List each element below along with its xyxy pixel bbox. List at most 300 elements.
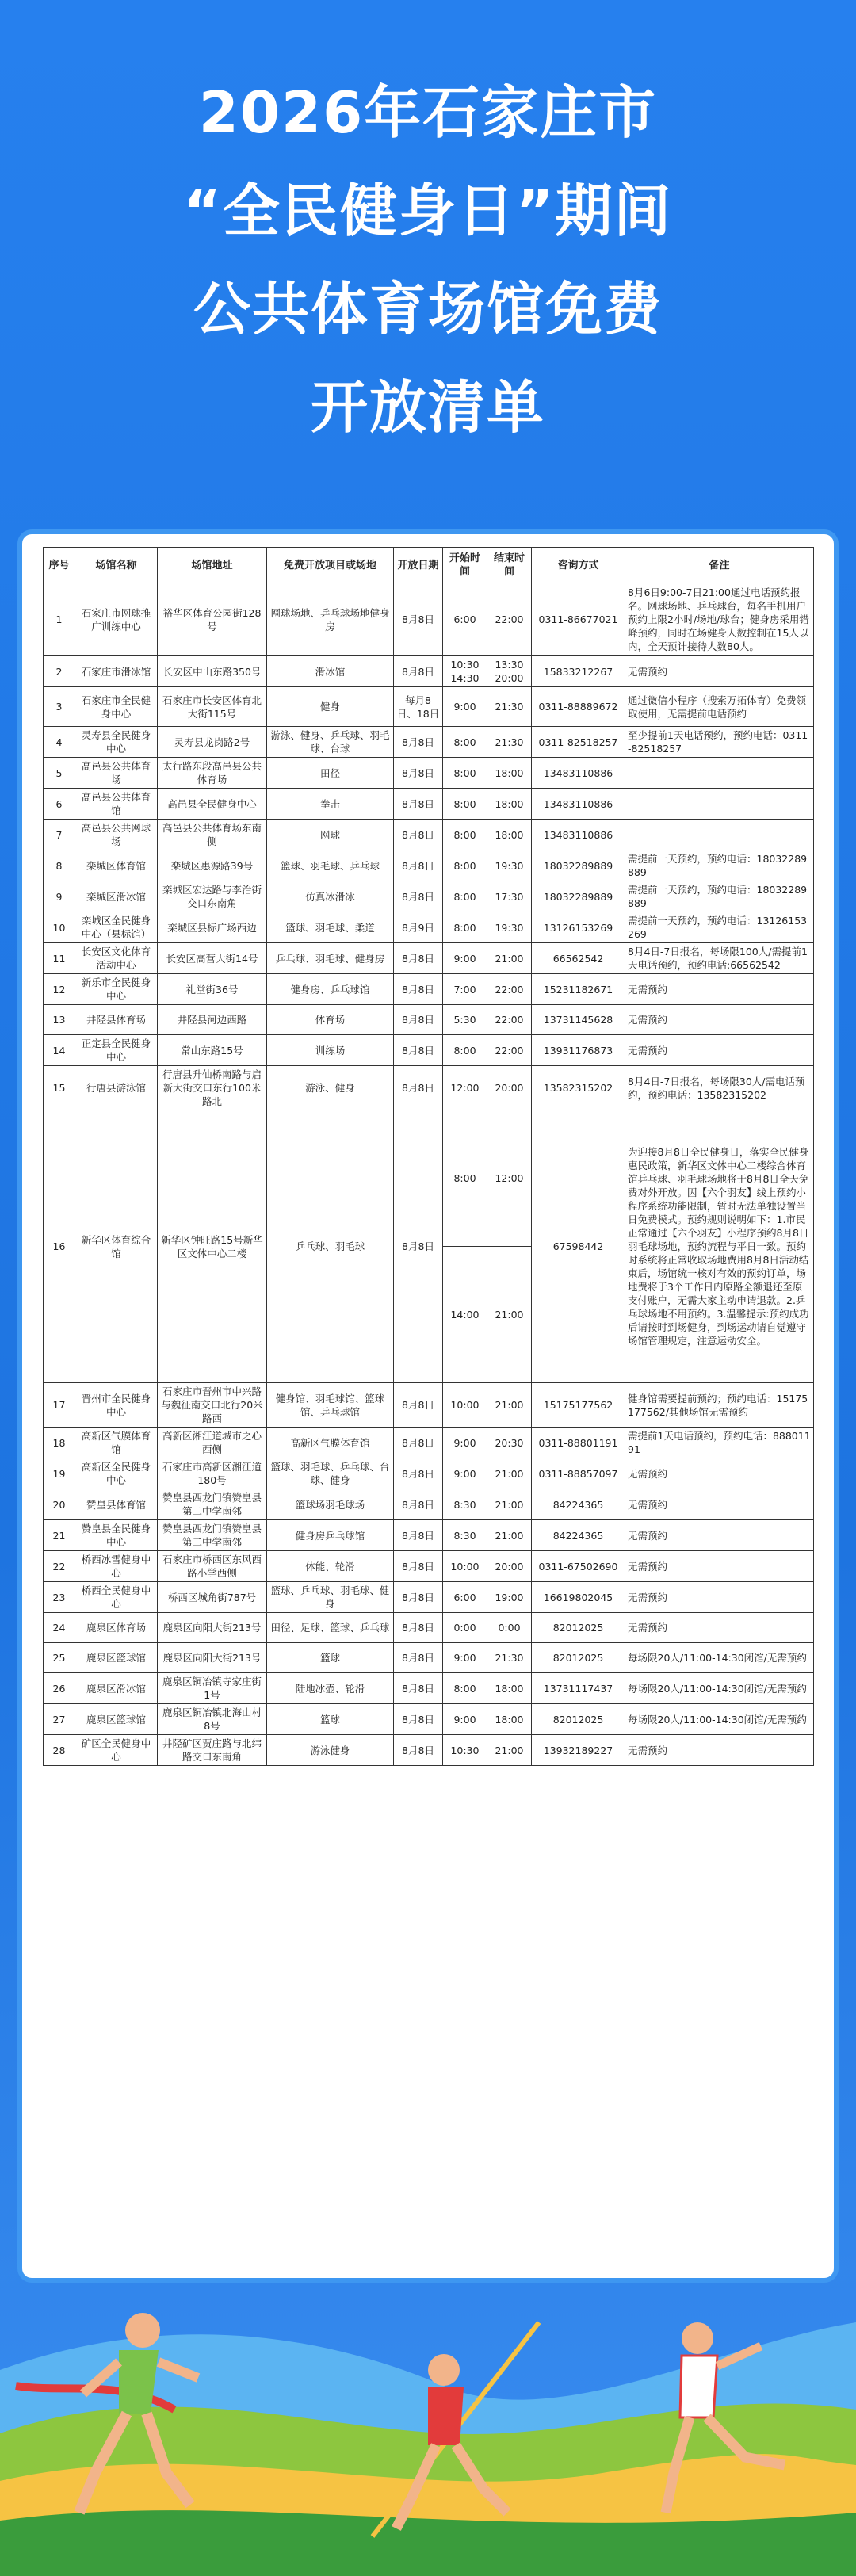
table-cell: 7 [44, 820, 75, 850]
table-row [44, 1110, 814, 1247]
table-row [44, 1704, 814, 1735]
table-cell: 需提前一天预约，预约电话：13126153269 [625, 912, 814, 943]
table-cell: 新华区体育综合馆 [75, 1110, 158, 1383]
table-cell: 8月8日 [394, 1673, 443, 1704]
table-cell: 每场限20人/11:00-14:30闭馆/无需预约 [625, 1673, 814, 1704]
table-cell: 21:30 [487, 727, 532, 758]
table-cell: 3 [44, 687, 75, 727]
table-cell: 10:30 14:30 [443, 656, 487, 687]
table-cell: 井陉县体育场 [75, 1005, 158, 1035]
table-cell: 6 [44, 789, 75, 820]
table-cell: 高新区气膜体育馆 [75, 1428, 158, 1458]
table-cell: 9:00 [443, 1428, 487, 1458]
table-cell: 15833212267 [532, 656, 625, 687]
table-cell: 13932189227 [532, 1735, 625, 1766]
table-cell: 篮球、羽毛球、乒乓球 [267, 850, 394, 881]
table-cell: 11 [44, 943, 75, 974]
table-cell: 每月8日、18日 [394, 687, 443, 727]
table-cell: 至少提前1天电话预约，预约电话：0311-82518257 [625, 727, 814, 758]
table-cell: 赞皇县全民健身中心 [75, 1520, 158, 1551]
table-cell: 鹿泉区体育场 [75, 1613, 158, 1643]
table-cell: 19:00 [487, 1582, 532, 1613]
table-cell: 网球场地、乒乓球场地健身房 [267, 583, 394, 656]
table-cell: 正定县全民健身中心 [75, 1035, 158, 1066]
table-cell: 21:00 [487, 943, 532, 974]
table-cell: 10 [44, 912, 75, 943]
column-header: 备注 [625, 548, 814, 583]
table-cell: 18:00 [487, 1704, 532, 1735]
table-row [44, 583, 814, 656]
table-cell: 18:00 [487, 789, 532, 820]
table-row [44, 974, 814, 1005]
table-cell: 栾城区体育馆 [75, 850, 158, 881]
table-cell [625, 820, 814, 850]
table-cell: 16619802045 [532, 1582, 625, 1613]
table-cell: 14:00 [443, 1247, 487, 1383]
table-cell: 新乐市全民健身中心 [75, 974, 158, 1005]
table-header-row [44, 548, 814, 583]
table-cell: 8月8日 [394, 1458, 443, 1489]
table-cell: 8:00 [443, 912, 487, 943]
hero-title-line: 公共体育场馆免费 [193, 276, 663, 342]
table-cell: 9 [44, 881, 75, 912]
table-row [44, 727, 814, 758]
hero-title-line: 2026年石家庄市 [198, 79, 658, 146]
table-cell: 高新区湘江道城市之心西侧 [158, 1428, 267, 1458]
table-cell: 6:00 [443, 1582, 487, 1613]
table-cell: 22:00 [487, 1005, 532, 1035]
column-header: 场馆地址 [158, 548, 267, 583]
table-cell: 栾城区惠源路39号 [158, 850, 267, 881]
table-cell: 8月8日 [394, 881, 443, 912]
table-cell: 8月8日 [394, 1520, 443, 1551]
table-cell: 每场限20人/11:00-14:30闭馆/无需预约 [625, 1704, 814, 1735]
table-cell: 8月8日 [394, 1066, 443, 1110]
table-cell: 无需预约 [625, 974, 814, 1005]
table-cell: 22:00 [487, 974, 532, 1005]
table-cell: 1 [44, 583, 75, 656]
table-cell: 18:00 [487, 1673, 532, 1704]
table-cell: 为迎接8月8日全民健身日，落实全民健身惠民政策，新华区文体中心二楼综合体育馆乒乓球、羽毛球场地将于8月8日全天免费对外开放。因【六个羽友】线上预约小程序系统功能限制，暂时无法单独设置当日免费模式。预约规则说明如下：1.市民正常通过【六个羽友】小程序预约8月8日羽毛球场地，预约流程与平日一致。预约时系统将正常收取场地费用8月8日活动结束后，场馆统一核对有效的预约订单，场地费将于3个工作日内原路全额退还至原支付账户，无需大家主动申请退款。2.乒乓球场地不用预约。3.温馨提示:预约成功后请按时到场健身，到场运动请自觉遵守场馆管理规定，注意运动安全。 [625, 1110, 814, 1383]
sports-illustration [0, 2275, 856, 2576]
table-row [44, 881, 814, 912]
table-cell: 82012025 [532, 1704, 625, 1735]
table-cell: 无需预约 [625, 1582, 814, 1613]
table-cell: 鹿泉区向阳大街213号 [158, 1613, 267, 1643]
table-cell: 8月8日 [394, 1735, 443, 1766]
column-header: 结束时间 [487, 548, 532, 583]
table-cell: 常山东路15号 [158, 1035, 267, 1066]
table-cell [625, 789, 814, 820]
table-cell: 2 [44, 656, 75, 687]
table-cell: 8月9日 [394, 912, 443, 943]
table-cell: 需提前1天电话预约，预约电话：88801191 [625, 1428, 814, 1458]
table-cell: 8月8日 [394, 1551, 443, 1582]
table-cell: 体能、轮滑 [267, 1551, 394, 1582]
table-cell: 游泳、健身 [267, 1066, 394, 1110]
table-cell: 67598442 [532, 1110, 625, 1383]
table-cell: 鹿泉区滑冰馆 [75, 1673, 158, 1704]
table-cell: 井陉县河边西路 [158, 1005, 267, 1035]
table-cell: 晋州市全民健身中心 [75, 1383, 158, 1428]
table-cell: 21:00 [487, 1458, 532, 1489]
table-cell: 赞皇县西龙门镇赞皇县第二中学南邻 [158, 1489, 267, 1520]
table-cell: 健身 [267, 687, 394, 727]
table-cell: 20 [44, 1489, 75, 1520]
table-cell: 石家庄市晋州市中兴路与魏征南交口北行20米路西 [158, 1383, 267, 1428]
table-cell: 8:00 [443, 1110, 487, 1247]
hero-title-line: 开放清单 [310, 374, 545, 441]
table-row [44, 1643, 814, 1673]
table-cell [625, 758, 814, 789]
table-cell: 21:00 [487, 1247, 532, 1383]
table-cell: 22:00 [487, 1035, 532, 1066]
table-cell: 高邑县公共体育场 [75, 758, 158, 789]
table-cell: 无需预约 [625, 1035, 814, 1066]
table-cell: 田径、足球、篮球、乒乓球 [267, 1613, 394, 1643]
table-cell: 石家庄市长安区体育北大街115号 [158, 687, 267, 727]
table-row [44, 1035, 814, 1066]
table-cell: 石家庄市网球推广训练中心 [75, 583, 158, 656]
table-cell: 13483110886 [532, 820, 625, 850]
table-cell: 桥西全民健身中心 [75, 1582, 158, 1613]
sports-illustration-svg [0, 2275, 856, 2576]
table-cell: 21 [44, 1520, 75, 1551]
table-cell: 15175177562 [532, 1383, 625, 1428]
table-cell: 24 [44, 1613, 75, 1643]
table-cell: 游泳健身 [267, 1735, 394, 1766]
table-cell: 灵寿县龙岗路2号 [158, 727, 267, 758]
table-cell: 鹿泉区向阳大街213号 [158, 1643, 267, 1673]
table-cell: 8月8日 [394, 758, 443, 789]
table-cell: 长安区文化体育活动中心 [75, 943, 158, 974]
table-cell: 无需预约 [625, 1520, 814, 1551]
table-cell: 13126153269 [532, 912, 625, 943]
table-cell: 无需预约 [625, 1489, 814, 1520]
table-cell: 0311-88857097 [532, 1458, 625, 1489]
table-cell: 13483110886 [532, 758, 625, 789]
table-cell: 8月8日 [394, 1582, 443, 1613]
table-cell: 20:00 [487, 1066, 532, 1110]
table-cell: 12:00 [487, 1110, 532, 1247]
table-cell: 66562542 [532, 943, 625, 974]
table-cell: 篮球、乒乓球、羽毛球、健身 [267, 1582, 394, 1613]
table-row [44, 758, 814, 789]
table-cell: 18 [44, 1428, 75, 1458]
table-cell: 0311-86677021 [532, 583, 625, 656]
table-cell: 10:30 [443, 1735, 487, 1766]
column-header: 序号 [44, 548, 75, 583]
table-cell: 每场限20人/11:00-14:30闭馆/无需预约 [625, 1643, 814, 1673]
table-cell: 8:00 [443, 727, 487, 758]
table-row [44, 1383, 814, 1428]
table-cell: 赞皇县西龙门镇赞皇县第二中学南邻 [158, 1520, 267, 1551]
table-row [44, 912, 814, 943]
table-cell: 17:30 [487, 881, 532, 912]
table-cell: 8月4日-7日报名，每场限30人/需电话预约，预约电话：13582315202 [625, 1066, 814, 1110]
table-row [44, 1582, 814, 1613]
table-cell: 82012025 [532, 1613, 625, 1643]
table-cell: 行唐县游泳馆 [75, 1066, 158, 1110]
table-cell: 15 [44, 1066, 75, 1110]
table-cell: 8月8日 [394, 656, 443, 687]
table-cell: 仿真冰滑冰 [267, 881, 394, 912]
table-cell: 8:00 [443, 789, 487, 820]
table-cell: 鹿泉区篮球馆 [75, 1704, 158, 1735]
table-cell: 礼堂街36号 [158, 974, 267, 1005]
table-cell: 栾城区全民健身中心（县标馆） [75, 912, 158, 943]
table-cell: 18:00 [487, 758, 532, 789]
table-row [44, 1735, 814, 1766]
table-cell: 行唐县升仙桥南路与启新大街交口东行100米路北 [158, 1066, 267, 1110]
table-cell: 无需预约 [625, 656, 814, 687]
table-row [44, 687, 814, 727]
table-cell: 高邑县公共体育场东南侧 [158, 820, 267, 850]
table-cell: 石家庄市全民健身中心 [75, 687, 158, 727]
table-cell: 13731145628 [532, 1005, 625, 1035]
table-cell: 灵寿县全民健身中心 [75, 727, 158, 758]
table-cell: 22:00 [487, 583, 532, 656]
table-cell: 拳击 [267, 789, 394, 820]
table-cell: 0:00 [487, 1613, 532, 1643]
table-cell: 8月4日-7日报名，每场限100人/需提前1天电话预约，预约电话:66562542 [625, 943, 814, 974]
table-cell: 21:00 [487, 1383, 532, 1428]
table-cell: 19:30 [487, 850, 532, 881]
table-cell: 84224365 [532, 1520, 625, 1551]
table-row [44, 1428, 814, 1458]
table-cell: 13483110886 [532, 789, 625, 820]
table-cell: 5 [44, 758, 75, 789]
table-cell: 裕华区体育公园街128号 [158, 583, 267, 656]
table-cell: 赞皇县体育馆 [75, 1489, 158, 1520]
table-cell: 陆地冰壶、轮滑 [267, 1673, 394, 1704]
table-cell: 82012025 [532, 1643, 625, 1673]
table-cell: 石家庄市高新区湘江道180号 [158, 1458, 267, 1489]
table-cell: 石家庄市桥西区东风西路小学西侧 [158, 1551, 267, 1582]
table-cell: 长安区高营大街14号 [158, 943, 267, 974]
table-row [44, 1066, 814, 1110]
table-row [44, 850, 814, 881]
table-cell: 5:30 [443, 1005, 487, 1035]
table-cell: 9:00 [443, 1643, 487, 1673]
table-cell: 矿区全民健身中心 [75, 1735, 158, 1766]
table-cell: 8月6日9:00-7日21:00通过电话预约报名。网球场地、乒乓球台，每名手机用户预约上限2小时/场地/球台；健身房采用错峰预约，同时在场健身人数控制在15人以内，全天预计接待人数80人。 [625, 583, 814, 656]
table-cell: 13931176873 [532, 1035, 625, 1066]
table-cell: 8月8日 [394, 1704, 443, 1735]
table-cell: 13731117437 [532, 1673, 625, 1704]
table-cell: 84224365 [532, 1489, 625, 1520]
table-cell: 石家庄市滑冰馆 [75, 656, 158, 687]
table-cell: 20:30 [487, 1428, 532, 1458]
table-cell: 12 [44, 974, 75, 1005]
table-cell: 8月8日 [394, 789, 443, 820]
table-cell: 8月8日 [394, 974, 443, 1005]
table-row [44, 1613, 814, 1643]
table-cell: 0311-88889672 [532, 687, 625, 727]
table-cell: 10:00 [443, 1383, 487, 1428]
table-cell: 15231182671 [532, 974, 625, 1005]
table-cell: 需提前一天预约，预约电话：18032289889 [625, 850, 814, 881]
table-row [44, 656, 814, 687]
table-cell: 滑冰馆 [267, 656, 394, 687]
table-cell: 0:00 [443, 1613, 487, 1643]
table-cell: 18:00 [487, 820, 532, 850]
table-cell: 21:30 [487, 687, 532, 727]
table-cell: 19:30 [487, 912, 532, 943]
table-cell: 26 [44, 1673, 75, 1704]
table-row [44, 1673, 814, 1704]
column-header: 咨询方式 [532, 548, 625, 583]
table-cell: 健身馆、羽毛球馆、篮球馆、乒乓球馆 [267, 1383, 394, 1428]
table-cell: 17 [44, 1383, 75, 1428]
table-cell: 19 [44, 1458, 75, 1489]
table-cell: 12:00 [443, 1066, 487, 1110]
table-cell: 健身馆需要提前预约；预约电话：15175177562/其他场馆无需预约 [625, 1383, 814, 1428]
table-cell: 8月8日 [394, 727, 443, 758]
table-cell: 9:00 [443, 943, 487, 974]
table-cell: 4 [44, 727, 75, 758]
table-cell: 9:00 [443, 1458, 487, 1489]
table-cell: 桥西区城角街787号 [158, 1582, 267, 1613]
table-cell: 7:00 [443, 974, 487, 1005]
table-cell: 高邑县公共体育馆 [75, 789, 158, 820]
table-cell: 20:00 [487, 1551, 532, 1582]
hero-title [0, 63, 856, 457]
table-cell: 无需预约 [625, 1005, 814, 1035]
table-cell: 8:30 [443, 1520, 487, 1551]
table-cell: 18032289889 [532, 850, 625, 881]
table-cell: 8月8日 [394, 850, 443, 881]
table-cell: 乒乓球、羽毛球、健身房 [267, 943, 394, 974]
table-cell: 21:00 [487, 1489, 532, 1520]
table-cell: 8月8日 [394, 1489, 443, 1520]
table-cell: 8月8日 [394, 943, 443, 974]
table-row [44, 1458, 814, 1489]
table-cell: 篮球 [267, 1643, 394, 1673]
table-cell: 栾城区县标广场西边 [158, 912, 267, 943]
table-cell: 体育场 [267, 1005, 394, 1035]
table-cell: 0311-82518257 [532, 727, 625, 758]
table-cell: 无需预约 [625, 1551, 814, 1582]
table-cell: 鹿泉区铜冶镇寺家庄街1号 [158, 1673, 267, 1704]
table-cell: 8:00 [443, 820, 487, 850]
column-header: 开始时间 [443, 548, 487, 583]
table-cell: 无需预约 [625, 1735, 814, 1766]
table-cell: 6:00 [443, 583, 487, 656]
table-cell: 篮球 [267, 1704, 394, 1735]
table-cell: 高新区气膜体育馆 [267, 1428, 394, 1458]
table-cell: 22 [44, 1551, 75, 1582]
table-cell: 27 [44, 1704, 75, 1735]
table-cell: 23 [44, 1582, 75, 1613]
table-cell: 8月8日 [394, 1383, 443, 1428]
table-cell: 25 [44, 1643, 75, 1673]
column-header: 开放日期 [394, 548, 443, 583]
table-cell: 新华区钟旺路15号新华区文体中心二楼 [158, 1110, 267, 1383]
table-cell: 8月8日 [394, 1110, 443, 1383]
table-cell: 栾城区宏达路与李治街交口东南角 [158, 881, 267, 912]
table-cell: 栾城区滑冰馆 [75, 881, 158, 912]
table-cell: 16 [44, 1110, 75, 1383]
table-cell: 21:30 [487, 1643, 532, 1673]
table-cell: 高邑县公共网球场 [75, 820, 158, 850]
column-header: 免费开放项目或场地 [267, 548, 394, 583]
table-cell: 28 [44, 1735, 75, 1766]
table-cell: 篮球、羽毛球、乒乓球、台球、健身 [267, 1458, 394, 1489]
venue-list-card [17, 529, 839, 2283]
table-cell: 8月8日 [394, 1035, 443, 1066]
table-row [44, 1005, 814, 1035]
table-body [44, 583, 814, 1766]
table-row [44, 1551, 814, 1582]
table-cell: 训练场 [267, 1035, 394, 1066]
table-cell: 篮球、羽毛球、柔道 [267, 912, 394, 943]
table-cell: 8:30 [443, 1489, 487, 1520]
table-cell: 无需预约 [625, 1613, 814, 1643]
table-cell: 鹿泉区篮球馆 [75, 1643, 158, 1673]
table-cell: 13:30 20:00 [487, 656, 532, 687]
table-row [44, 1520, 814, 1551]
table-cell: 8:00 [443, 881, 487, 912]
table-cell: 10:00 [443, 1551, 487, 1582]
table-cell: 健身房、乒乓球馆 [267, 974, 394, 1005]
table-cell: 8月8日 [394, 583, 443, 656]
table-cell: 长安区中山东路350号 [158, 656, 267, 687]
table-row [44, 943, 814, 974]
table-cell: 桥西冰雪健身中心 [75, 1551, 158, 1582]
table-cell: 0311-67502690 [532, 1551, 625, 1582]
table-cell: 8月8日 [394, 820, 443, 850]
table-cell: 8月8日 [394, 1005, 443, 1035]
table-cell: 井陉矿区贾庄路与北纬路交口东南角 [158, 1735, 267, 1766]
table-cell: 0311-88801191 [532, 1428, 625, 1458]
table-cell: 9:00 [443, 687, 487, 727]
table-cell: 通过微信小程序（搜索万拓体育）免费领取使用，无需提前电话预约 [625, 687, 814, 727]
table-cell: 9:00 [443, 1704, 487, 1735]
column-header: 场馆名称 [75, 548, 158, 583]
table-cell: 需提前一天预约，预约电话：18032289889 [625, 881, 814, 912]
table-cell: 21:00 [487, 1735, 532, 1766]
hero-title-line: “全民健身日”期间 [183, 178, 673, 244]
table-cell: 8月8日 [394, 1428, 443, 1458]
table-cell: 13 [44, 1005, 75, 1035]
table-cell: 8:00 [443, 850, 487, 881]
venue-table [43, 547, 814, 1766]
table-cell: 18032289889 [532, 881, 625, 912]
table-cell: 无需预约 [625, 1458, 814, 1489]
table-cell: 13582315202 [532, 1066, 625, 1110]
table-cell: 14 [44, 1035, 75, 1066]
table-cell: 21:00 [487, 1520, 532, 1551]
table-cell: 游泳、健身、乒乓球、羽毛球、台球 [267, 727, 394, 758]
table-cell: 8:00 [443, 1035, 487, 1066]
table-cell: 8 [44, 850, 75, 881]
table-cell: 田径 [267, 758, 394, 789]
table-cell: 8月8日 [394, 1613, 443, 1643]
table-cell: 乒乓球、羽毛球 [267, 1110, 394, 1383]
table-cell: 太行路东段高邑县公共体育场 [158, 758, 267, 789]
table-cell: 8:00 [443, 1673, 487, 1704]
table-cell: 健身房乒乓球馆 [267, 1520, 394, 1551]
table-row [44, 1489, 814, 1520]
table-row [44, 820, 814, 850]
table-cell: 网球 [267, 820, 394, 850]
table-cell: 高新区全民健身中心 [75, 1458, 158, 1489]
table-cell: 鹿泉区铜冶镇北海山村8号 [158, 1704, 267, 1735]
table-cell: 篮球场羽毛球场 [267, 1489, 394, 1520]
table-cell: 8:00 [443, 758, 487, 789]
table-row [44, 789, 814, 820]
